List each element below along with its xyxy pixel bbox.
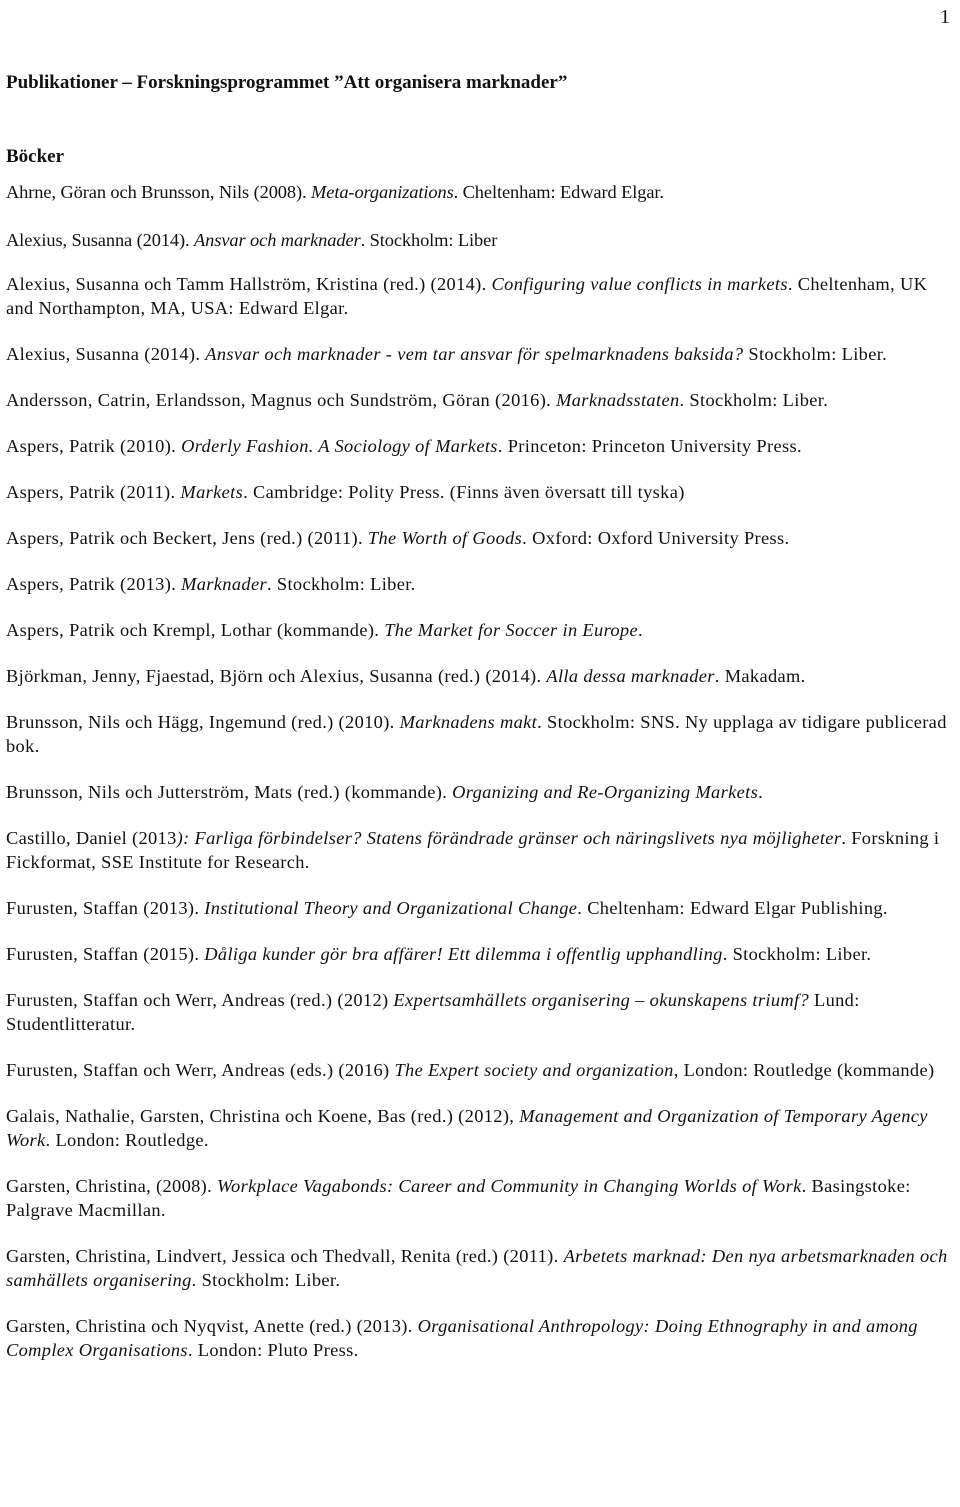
page-number: 1 — [940, 6, 950, 28]
reference-title: Expertsamhällets organisering – okunskapens triumf? — [393, 990, 810, 1010]
reference-item — [6, 342, 954, 366]
reference-title: ): Farliga förbindelser? Statens förändrade gränser och näringslivets nya möjligheter — [176, 828, 842, 848]
document-title: Publikationer – Forskningsprogrammet ”Att organisera marknader” — [6, 72, 568, 93]
reference-text: , London: Routledge (kommande) — [673, 1060, 935, 1080]
reference-text: . Cambridge: Polity Press. (Finns även översatt till tyska) — [243, 482, 685, 502]
reference-title: Organizing and Re-Organizing Markets — [452, 782, 759, 802]
reference-title: Ansvar och marknader — [194, 230, 361, 250]
reference-text: Aspers, Patrik (2013). — [6, 574, 182, 594]
reference-text: . London: Pluto Press. — [187, 1340, 359, 1360]
reference-text: . Stockholm: Liber. — [722, 944, 872, 964]
reference-item — [6, 1174, 954, 1222]
reference-title: Marknader — [181, 574, 267, 594]
reference-text: Alexius, Susanna och Tamm Hallström, Kristina (red.) (2014). — [6, 274, 492, 294]
reference-item — [6, 480, 954, 504]
reference-title: Management and Organization of Temporary Agency Work — [6, 1106, 928, 1150]
reference-item — [6, 942, 954, 966]
reference-item — [6, 826, 954, 874]
reference-text: Furusten, Staffan (2015). — [6, 944, 205, 964]
reference-text: Garsten, Christina och Nyqvist, Anette (red.) (2013). — [6, 1316, 418, 1336]
reference-text: Furusten, Staffan och Werr, Andreas (eds.) (2016) — [6, 1060, 395, 1080]
reference-text: . Princeton: Princeton University Press. — [497, 436, 802, 456]
reference-text: . Cheltenham: Edward Elgar. — [453, 182, 664, 202]
reference-text: . Cheltenham: Edward Elgar Publishing. — [577, 898, 888, 918]
reference-title: Ansvar och marknader - vem tar ansvar för spelmarknadens baksida? — [205, 344, 744, 364]
reference-text: . London: Routledge. — [45, 1130, 209, 1150]
reference-text: . Stockholm: Liber. — [191, 1270, 341, 1290]
reference-item — [6, 618, 954, 642]
reference-title: Orderly Fashion. A Sociology of Markets — [181, 436, 498, 456]
reference-item — [6, 896, 954, 920]
reference-text: Brunsson, Nils och Hägg, Ingemund (red.) (2010). — [6, 712, 400, 732]
reference-text: Björkman, Jenny, Fjaestad, Björn och Alexius, Susanna (red.) (2014). — [6, 666, 547, 686]
reference-text: Aspers, Patrik (2011). — [6, 482, 181, 502]
reference-text: Alexius, Susanna (2014). — [6, 344, 206, 364]
reference-title: Marknadens makt — [399, 712, 538, 732]
reference-text: . Basingstoke: Palgrave Macmillan. — [6, 1176, 911, 1220]
reference-item — [6, 526, 954, 550]
reference-item — [6, 664, 954, 688]
reference-title: Workplace Vagabonds: Career and Community in Changing Worlds of Work — [217, 1176, 802, 1196]
reference-title: Configuring value conflicts in markets — [491, 274, 788, 294]
reference-item — [6, 780, 954, 804]
reference-title: Institutional Theory and Organizational Change — [204, 898, 578, 918]
reference-list — [6, 180, 954, 1362]
reference-text: Furusten, Staffan (2013). — [6, 898, 205, 918]
reference-text: Andersson, Catrin, Erlandsson, Magnus och Sundström, Göran (2016). — [6, 390, 557, 410]
reference-text: Furusten, Staffan och Werr, Andreas (red.) (2012) — [6, 990, 394, 1010]
reference-title: Meta-organizations — [311, 182, 454, 202]
reference-text: Brunsson, Nils och Jutterström, Mats (red.) (kommande). — [6, 782, 453, 802]
reference-text: Stockholm: Liber. — [743, 344, 888, 364]
reference-text: . Stockholm: Liber. — [266, 574, 416, 594]
reference-text: . Oxford: Oxford University Press. — [522, 528, 790, 548]
reference-item — [6, 710, 954, 758]
reference-text: . Stockholm: Liber. — [679, 390, 829, 410]
reference-text: Alexius, Susanna (2014). — [6, 230, 195, 250]
reference-title: Dåliga kunder gör bra affärer! Ett dilemma i offentlig upphandling — [204, 944, 723, 964]
reference-title: The Expert society and organization — [394, 1060, 674, 1080]
reference-item — [6, 988, 954, 1036]
reference-item — [6, 1314, 954, 1362]
reference-text: Garsten, Christina, (2008). — [6, 1176, 218, 1196]
reference-item — [6, 1244, 954, 1292]
reference-item — [6, 434, 954, 458]
reference-text: . Cheltenham, UK and Northampton, MA, USA: Edward Elgar. — [6, 274, 928, 318]
reference-title: The Market for Soccer in Europe — [384, 620, 638, 640]
reference-title: Marknadsstaten — [556, 390, 680, 410]
reference-text: . Stockholm: Liber — [360, 230, 498, 250]
reference-item — [6, 180, 954, 204]
reference-item — [6, 572, 954, 596]
reference-text: Ahrne, Göran och Brunsson, Nils (2008). — [6, 182, 312, 202]
reference-text: Aspers, Patrik (2010). — [6, 436, 182, 456]
reference-text: Galais, Nathalie, Garsten, Christina och Koene, Bas (red.) (2012), — [6, 1106, 520, 1126]
reference-text: . — [758, 782, 764, 802]
reference-title: Markets — [180, 482, 244, 502]
reference-item — [6, 1104, 954, 1152]
section-heading: Böcker — [6, 146, 65, 167]
reference-title: Arbetets marknad: Den nya arbetsmarknaden och samhällets organisering — [6, 1246, 948, 1290]
reference-text: Aspers, Patrik och Krempl, Lothar (kommande). — [6, 620, 385, 640]
document-body — [6, 68, 954, 1362]
reference-item — [6, 228, 954, 252]
reference-text: Garsten, Christina, Lindvert, Jessica och Thedvall, Renita (red.) (2011). — [6, 1246, 564, 1266]
reference-text: Castillo, Daniel (2013 — [6, 828, 177, 848]
reference-item — [6, 388, 954, 412]
reference-text: . Forskning i Fickformat, SSE Institute for Research. — [6, 828, 940, 872]
reference-title: Alla dessa marknader — [546, 666, 715, 686]
reference-text: . Makadam. — [714, 666, 806, 686]
reference-item — [6, 1058, 954, 1082]
reference-text: . — [638, 620, 643, 640]
reference-text: Aspers, Patrik och Beckert, Jens (red.) (2011). — [6, 528, 368, 548]
reference-text: . Stockholm: SNS. Ny upplaga av tidigare publicerad bok. — [6, 712, 947, 756]
reference-title: The Worth of Goods — [367, 528, 523, 548]
reference-title: Organisational Anthropology: Doing Ethnography in and among Complex Organisations — [6, 1316, 918, 1360]
reference-item — [6, 272, 954, 320]
reference-text: Lund: Studentlitteratur. — [6, 990, 860, 1034]
